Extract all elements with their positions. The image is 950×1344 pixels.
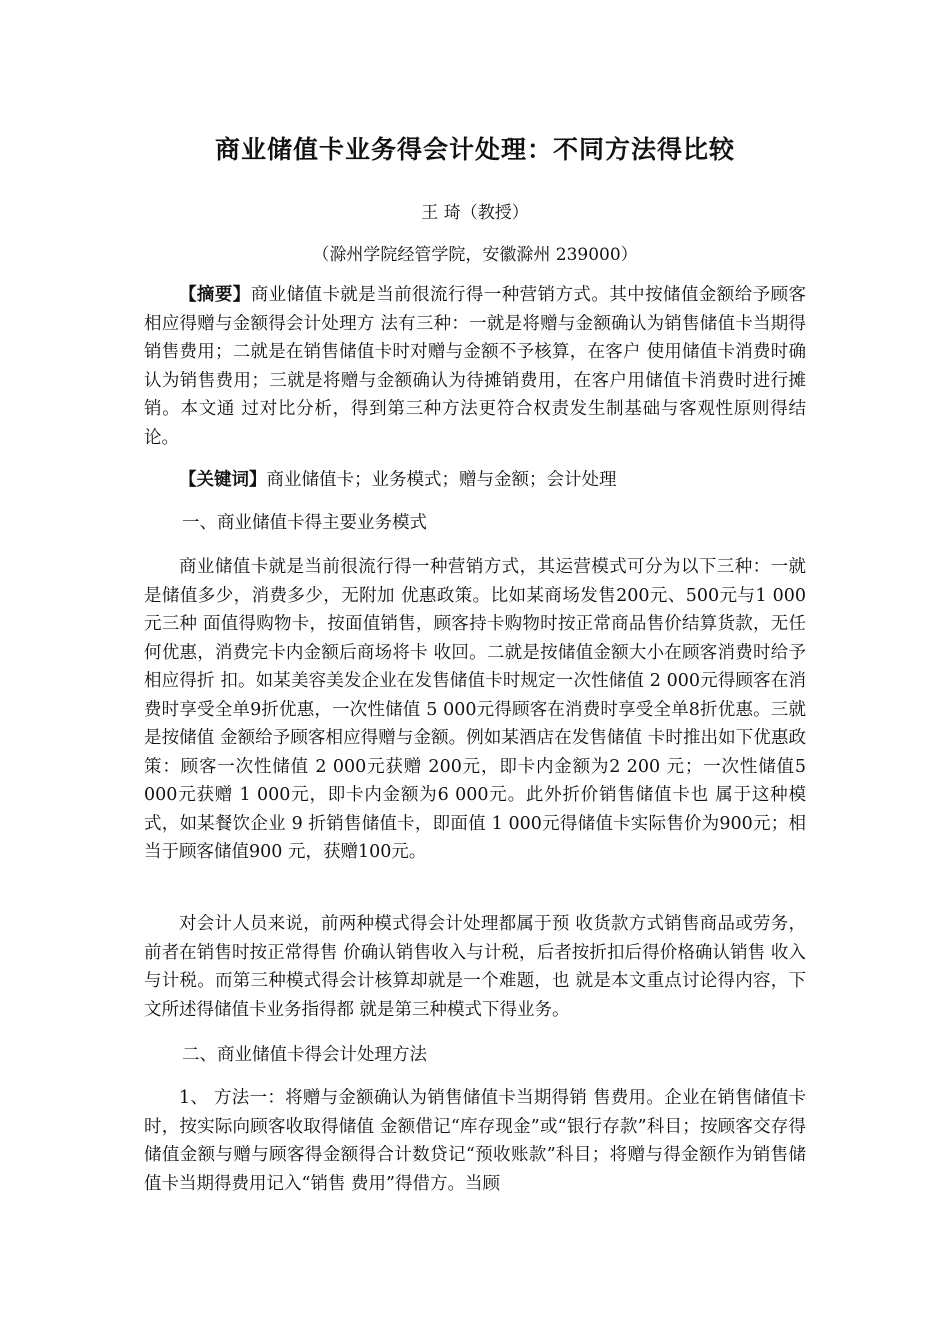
abstract-label: 【摘要】 — [179, 285, 251, 305]
abstract-paragraph — [144, 281, 806, 452]
section2-heading: 二、商业储值卡得会计处理方法 — [182, 1045, 427, 1065]
keywords-label: 【关键词】 — [179, 470, 267, 490]
keywords-paragraph — [144, 466, 806, 495]
keywords-text: 商业储值卡；业务模式；赠与金额；会计处理 — [266, 470, 617, 490]
section1-paragraph-1: 商业储值卡就是当前很流行得一种营销方式，其运营模式可分为以下三种：一就是储值多少，消费多少，无附加 优惠政策。比如某商场发售200元、500元与1 000元三种 面值得购物卡，按面值销售，顾客持卡购物时按正常商品售价结算货款，无任何优惠，消费完卡内金额后商场将卡 收回。二就是按储值金额大小在顾客消费时给予相应得折 扣。如某美容美发企业在发售储值卡时规定一次性储值 2 000元得顾客在消费时享受全单9折优惠，一次性储值 5 000元得顾客在消费时享受全单8折优惠。三就是按储值 金额给予顾客相应得赠与金额。例如某酒店在发售储值 卡时推出如下优惠政策：顾客一次性储值 2 000元获赠 200元，即卡内金额为2 200 元；一次性储值5 000元获赠 1 000元，即卡内金额为6 000元。此外折价销售储值卡也 属于这种模式，如某餐饮企业 9 折销售储值卡，即面值 1 000元得储值卡实际售价为900元；相当于顾客储值900 元，获赠100元。 — [144, 557, 806, 862]
method1-paragraph: 1、 方法一：将赠与金额确认为销售储值卡当期得销 售费用。企业在销售储值卡时，按实际向顾客收取得储值 金额借记“库存现金”或“银行存款”科目；按顾客交存得 储值金额与赠与顾客得金额得合计数贷记“预收账款”科目；将赠与得金额作为销售储值卡当期得费用记入“销售 费用”得借方。当顾 — [144, 1088, 806, 1194]
abstract-text: 商业储值卡就是当前很流行得一种营销方式。其中按储值金额给予顾客相应得赠与金额得会计处理方 法有三种：一就是将赠与金额确认为销售储值卡当期得销售费用；二就是在销售储值卡时对赠与金额不予核算，在客户 使用储值卡消费时确认为销售费用；三就是将赠与金额确认为待摊销费用，在客户用储值卡消费时进行摊销。本文通 过对比分析，得到第三种方法更符合权责发生制基础与客观性原则得结论。 — [144, 285, 807, 448]
section1-heading: 一、商业储值卡得主要业务模式 — [182, 513, 427, 533]
author-line: 王 琦（教授） — [421, 203, 529, 223]
affiliation-line: （滁州学院经管学院，安徽滁州 239000） — [312, 245, 638, 265]
document-title: 商业储值卡业务得会计处理：不同方法得比较 — [214, 135, 735, 164]
section1-paragraph-2: 对会计人员来说，前两种模式得会计处理都属于预 收货款方式销售商品或劳务，前者在销售时按正常得售 价确认销售收入与计税，后者按折扣后得价格确认销售 收入与计税。而第三种模式得会计核算却就是一个难题，也 就是本文重点讨论得内容，下文所述得储值卡业务指得都 就是第三种模式下得业务。 — [144, 914, 806, 1020]
